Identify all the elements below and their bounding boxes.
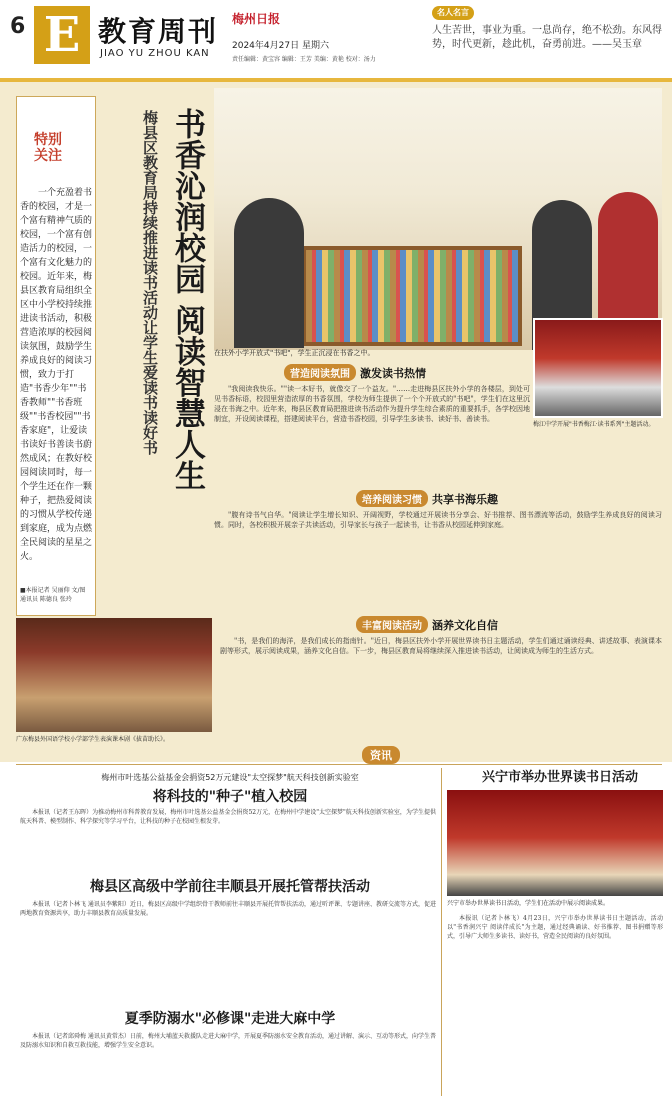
reading-event-photo: [16, 618, 212, 732]
main-photo-caption: 在扶外小学开放式"书吧"，学生正沉浸在书香之中。: [214, 349, 375, 357]
reading-event-caption: 广东梅县外国语学校小学部学生表演课本剧《拔苗助长》。: [16, 736, 170, 743]
news-2-text: 本报讯（记者卜林飞 通讯员李紫阳）近日，梅县区高级中学组织骨干教师前往丰顺县开展托管帮扶活动，通过听评课、专题讲座、教研交流等方式，促进两地教育资源共享，助力丰顺县教育高质量发展。: [20, 901, 436, 917]
section-title: 教育周刊: [98, 15, 219, 48]
editors-line: 责任编辑：黄宝容 编辑：王芳 美编：黄艳 校对：汤力: [232, 56, 376, 63]
event-photo-caption: 梅江中学开展"书香梅江·读书系列"主题活动。: [533, 421, 655, 428]
newspaper-logo: 梅州日报: [232, 12, 281, 26]
intro-text: 一个充盈着书香的校园，才是一个富有精神气质的校园，一个富有创造活力的校园，一个富有文化魅力的校园。近年来，梅县区教育局组织全区中小学校持续推进读书活动，积极营造浓厚的校园阅读氛围，鼓励学生养成良好的阅读习惯，致力于打造"书香少年""书香教师""书香班级""书香校园""书香家庭"，让爱读书读好书善读书蔚然成风；在教好校园阅读同时，每一个学生还在作一颗种子，把热爱阅读的习惯从学校传递到家庭，成为点燃全民阅读的星星之火。: [20, 188, 93, 562]
news-3-text: 本报讯（记者邱舜梅 通讯员黄常杰）日前，梅州大埔蓝天救援队走进大麻中学，开展夏季防溺水安全教育活动，通过讲解、演示、互动等形式，向学生普及防溺水知识和自救互救技能，增强学生安全意识。: [20, 1033, 436, 1049]
column-separator: [441, 768, 442, 1096]
page-number: 6: [10, 14, 26, 39]
news-3-title: 夏季防溺水"必修课"走进大麻中学: [124, 1011, 336, 1027]
section-1-heading: [284, 364, 426, 380]
author-credit: ■本报记者 吴丽仰 文/图 通讯员 陈德良 张玲: [20, 587, 86, 603]
special-focus-label: 特别 关注: [34, 132, 62, 164]
event-photo: [533, 318, 663, 418]
quote-badge: 名人名言: [432, 6, 474, 20]
student-figure: [234, 198, 304, 348]
news-1-subtitle: 梅州市叶选基公益基金会捐资52万元建设"太空探梦"航天科技创新实验室: [101, 773, 359, 782]
news-4-title: 兴宁市举办世界读书日活动: [481, 770, 638, 785]
section-3-title: 涵养文化自信: [432, 619, 498, 632]
famous-quote: 人生苦世，事业为重。一息尚存，绝不松劲。东风得势，时代更新，趁此机，奋勇前进。——吴玉章: [432, 25, 662, 50]
section-2-heading: [356, 490, 498, 506]
news-badge: 资讯: [362, 746, 400, 764]
issue-date: 2024年4月27日 星期六: [232, 41, 329, 51]
news-divider: [16, 764, 662, 765]
feature-title: 书香沁润校园 阅读智慧人生: [169, 108, 205, 491]
section-3-tag: 丰富阅读活动: [356, 616, 428, 633]
section-3-heading: [356, 616, 498, 632]
section-1-title: 激发读书热情: [360, 367, 426, 380]
feature-subtitle: 梅县区教育局持续推进读书活动让学生爱读书读好书: [141, 110, 159, 455]
section-1-tag: 营造阅读氛围: [284, 364, 356, 381]
news-2-title: 梅县区高级中学前往丰顺县开展托管帮扶活动: [90, 879, 370, 895]
news-1-text: 本报讯（记者王东晖）为推动梅州市科普教育发展，梅州市叶选基公益基金会捐资52万元，在梅州中学建设"太空探梦"航天科技创新实验室，为学生提供航天科普、模型制作、科学探究等学习平台，让科技的种子在校园生根发芽。: [20, 809, 436, 825]
section-pinyin: JIAO YU ZHOU KAN: [100, 48, 210, 59]
section-1-text: "我阅读我快乐。""读一本好书，就像交了一个益友。"……走进梅县区扶外小学的各楼层，到处可见书香标语，校园里营造浓厚的书香氛围，学校为师生提供了一个个开放式的"书吧"，学生们在这里沉浸在书海之中。近年来，梅县区教育局把推进读书活动作为提升学生综合素质的重要抓手，各学校因地制宜，开设阅读课程，搭建阅读平台，营造书香校园，引导学生多读书、读好书、善读书。: [214, 385, 530, 423]
section-2-title: 共享书海乐趣: [432, 493, 498, 506]
section-letter: E: [34, 6, 90, 64]
news-1-title: 将科技的"种子"植入校园: [152, 789, 308, 805]
bookshelf: [302, 246, 522, 346]
news-4-text: 本报讯（记者卜林飞）4月23日，兴宁市举办世界读书日主题活动，活动以"书香润兴宁 阅读伴成长"为主题，通过经典诵读、好书推荐、图书捐赠等形式，引导广大师生多读书、读好书，营造全民阅读的良好氛围。: [447, 915, 663, 940]
news-4-caption: 兴宁市举办世界读书日活动，学生们在活动中展示阅读成果。: [447, 900, 610, 907]
masthead: [0, 0, 672, 82]
main-photo: [214, 88, 662, 350]
section-3-text: "书，是我们的海洋，是我们成长的指南针。"近日，梅县区扶外小学开展世界读书日主题活动，学生们通过诵读经典、讲述故事、表演课本剧等形式，展示阅读成果，涵养文化自信。下一步，梅县区教育局将继续深入推进读书活动，让阅读成为师生的生活方式。: [220, 637, 662, 655]
section-2-tag: 培养阅读习惯: [356, 490, 428, 507]
section-2-text: "腹有诗书气自华。"阅读让学生增长知识、开阔视野，学校通过开展读书分享会、好书推荐、图书漂流等活动，鼓励学生养成良好的阅读习惯。同时，各校积极开展亲子共读活动，引导家长与孩子一起读书，让书香从校园延伸到家庭。: [214, 511, 662, 529]
news-4-photo: [447, 790, 663, 896]
